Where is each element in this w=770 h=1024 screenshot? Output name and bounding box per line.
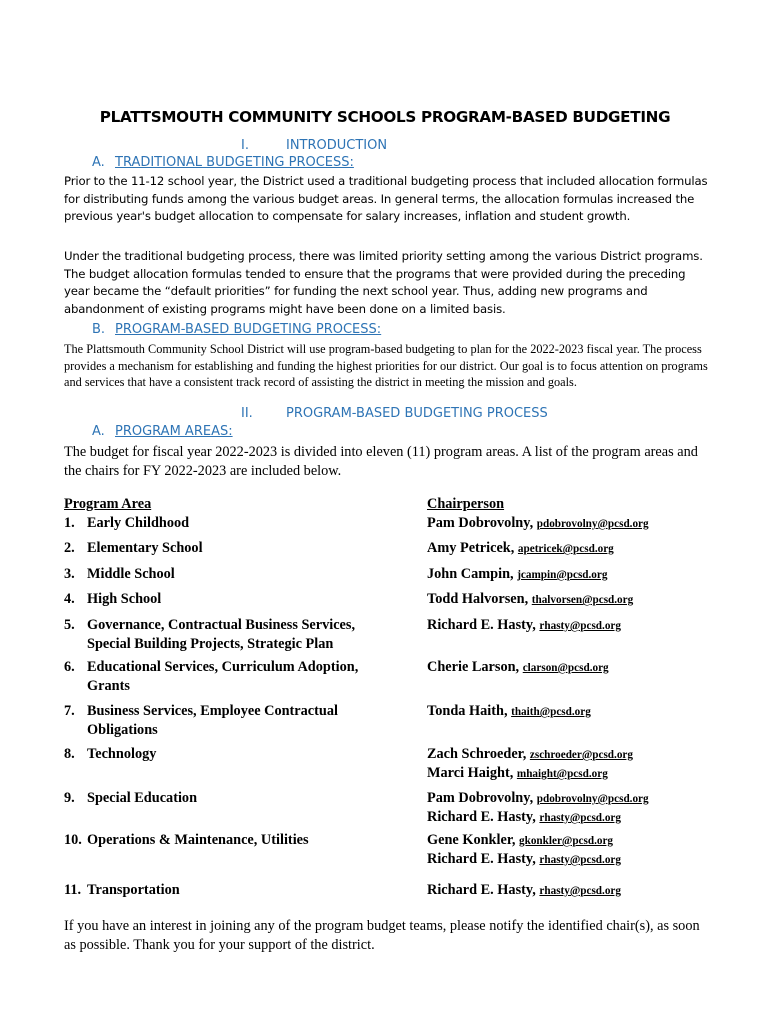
- chairperson-entry: [427, 702, 747, 721]
- program-area-number: 8.: [64, 746, 75, 762]
- chairperson-entry: [427, 616, 747, 635]
- program-area-name: Special Education: [87, 790, 198, 806]
- chairperson-email-link[interactable]: thalvorsen@pcsd.org: [531, 594, 634, 606]
- chairperson-name: Richard E. Hasty,: [427, 617, 536, 633]
- chairperson-cell: [427, 539, 747, 558]
- program-area-cell: [64, 658, 394, 695]
- chairperson-name: Amy Petricek,: [427, 540, 515, 556]
- chairperson-email-link[interactable]: pdobrovolny@pcsd.org: [536, 793, 649, 805]
- program-area-number: 7.: [64, 703, 75, 719]
- program-area-name: Governance, Contractual Business Services,: [87, 617, 356, 633]
- program-area-cell: [64, 590, 394, 609]
- program-area-name: Business Services, Employee Contractual: [87, 703, 338, 719]
- chairperson-entry: [427, 764, 747, 783]
- chairperson-cell: [427, 789, 747, 827]
- section-title: PROGRAM-BASED BUDGETING PROCESS: [286, 406, 548, 421]
- document-title: PLATTSMOUTH COMMUNITY SCHOOLS PROGRAM-BASED BUDGETING: [99, 108, 671, 126]
- chairperson-email-link[interactable]: thaith@pcsd.org: [511, 706, 591, 718]
- program-area-cell: [64, 881, 394, 900]
- chairperson-cell: [427, 658, 747, 677]
- program-area-name: Transportation: [87, 882, 180, 898]
- program-area-cell: [64, 616, 394, 653]
- chairperson-entry: [427, 850, 747, 869]
- program-area-name: Middle School: [87, 566, 175, 582]
- program-area-name: Technology: [87, 746, 157, 762]
- chairperson-entry: [427, 789, 747, 808]
- paragraph-closing: If you have an interest in joining any of the program budget teams, please notify the identified chair(s), as soon as possible. Thank you for your support of the district.: [64, 918, 700, 953]
- program-area-cell: [64, 565, 394, 584]
- chairperson-name: Pam Dobrovolny,: [427, 515, 534, 531]
- chairperson-email-link[interactable]: rhasty@pcsd.org: [539, 885, 621, 897]
- chairperson-email-link[interactable]: rhasty@pcsd.org: [539, 854, 621, 866]
- chairperson-name: Zach Schroeder,: [427, 746, 527, 762]
- chairperson-name: Richard E. Hasty,: [427, 851, 536, 867]
- paragraph-program-based: The Plattsmouth Community School District will use program-based budgeting to plan for the 2022-2023 fiscal year. The process provides a mechanism for establishing and funding the highest priorities for our district. Our goal is to focus attention on programs and services that have a consistent track record of assisting the district in meeting the mission and goals.: [64, 342, 708, 389]
- chairperson-email-link[interactable]: jcampin@pcsd.org: [517, 569, 608, 581]
- chairperson-email-link[interactable]: zschroeder@pcsd.org: [529, 749, 633, 761]
- program-area-cell: [64, 514, 394, 533]
- column-header-chairperson: Chairperson: [427, 496, 505, 512]
- program-area-number: 11.: [64, 882, 82, 898]
- section-numeral: I.: [241, 138, 249, 153]
- subsection-title: TRADITIONAL BUDGETING PROCESS:: [115, 155, 354, 170]
- chairperson-email-link[interactable]: rhasty@pcsd.org: [539, 620, 621, 632]
- chairperson-entry: [427, 831, 747, 850]
- chairperson-cell: [427, 831, 747, 869]
- chairperson-entry: [427, 658, 747, 677]
- section-title: INTRODUCTION: [286, 138, 388, 153]
- chairperson-email-link[interactable]: apetricek@pcsd.org: [517, 543, 614, 555]
- chairperson-cell: [427, 565, 747, 584]
- column-header-program-area: Program Area: [64, 496, 152, 512]
- program-area-name: High School: [87, 591, 162, 607]
- subsection-letter: B.: [92, 322, 106, 337]
- chairperson-entry: [427, 565, 747, 584]
- chairperson-entry: [427, 808, 747, 827]
- chairperson-name: Cherie Larson,: [427, 659, 520, 675]
- subsection-title: PROGRAM-BASED BUDGETING PROCESS:: [115, 322, 382, 337]
- program-area-number: 10.: [64, 832, 82, 848]
- section-heading-introduction: [241, 138, 387, 153]
- program-area-number: 5.: [64, 617, 75, 633]
- paragraph-traditional-1: Prior to the 11-12 school year, the District used a traditional budgeting process that included allocation formulas for distributing funds among the various budget areas. In general terms, the allocation formulas increased the previous year's budget allocation to compensate for salary increases, inflation and student growth.: [64, 174, 708, 223]
- program-area-name: Elementary School: [87, 540, 203, 556]
- chairperson-email-link[interactable]: clarson@pcsd.org: [522, 662, 609, 674]
- paragraph-traditional-2: Under the traditional budgeting process, there was limited priority setting among the various District programs. The budget allocation formulas tended to ensure that the programs that were provided during the preceding year became the “default priorities” for funding the next school year. Thus, adding new programs and abandonment of existing programs might have been done on a limited basis.: [64, 249, 703, 316]
- program-area-cell: [64, 745, 394, 764]
- program-area-number: 9.: [64, 790, 75, 806]
- chairperson-cell: [427, 590, 747, 609]
- chairperson-name: Marci Haight,: [427, 765, 514, 781]
- program-area-number: 3.: [64, 566, 75, 582]
- subsection-heading-program-areas: [92, 424, 233, 439]
- program-area-name: Educational Services, Curriculum Adoption,: [87, 659, 359, 675]
- chairperson-cell: [427, 616, 747, 635]
- chairperson-entry: [427, 881, 747, 900]
- subsection-heading-traditional: [92, 155, 354, 170]
- chairperson-email-link[interactable]: mhaight@pcsd.org: [516, 768, 608, 780]
- section-heading-program-based: [241, 406, 548, 421]
- program-area-number: 1.: [64, 515, 75, 531]
- subsection-letter: A.: [92, 424, 105, 439]
- program-area-name: Obligations: [87, 721, 158, 738]
- chairperson-name: Todd Halvorsen,: [427, 591, 529, 607]
- chairperson-name: Pam Dobrovolny,: [427, 790, 534, 806]
- program-area-name: Early Childhood: [87, 515, 190, 531]
- chairperson-name: Richard E. Hasty,: [427, 809, 536, 825]
- program-area-name: Operations & Maintenance, Utilities: [87, 832, 309, 848]
- chairperson-email-link[interactable]: pdobrovolny@pcsd.org: [536, 518, 649, 530]
- chairperson-name: Gene Konkler,: [427, 832, 516, 848]
- program-area-cell: [64, 539, 394, 558]
- chairperson-email-link[interactable]: gkonkler@pcsd.org: [519, 835, 614, 847]
- paragraph-program-areas-intro: The budget for fiscal year 2022-2023 is divided into eleven (11) program areas. A list of the program areas and the chairs for FY 2022-2023 are included below.: [64, 444, 698, 479]
- program-area-cell: [64, 702, 394, 739]
- program-area-number: 6.: [64, 659, 75, 675]
- chairperson-entry: [427, 514, 747, 533]
- program-area-number: 4.: [64, 591, 75, 607]
- chairperson-entry: [427, 745, 747, 764]
- chairperson-cell: [427, 881, 747, 900]
- chairperson-name: John Campin,: [427, 566, 514, 582]
- subsection-title: PROGRAM AREAS:: [115, 424, 233, 439]
- chairperson-name: Tonda Haith,: [427, 703, 508, 719]
- section-numeral: II.: [241, 406, 253, 421]
- chairperson-cell: [427, 514, 747, 533]
- chairperson-entry: [427, 539, 747, 558]
- program-area-cell: [64, 831, 394, 850]
- subsection-heading-program-based: [92, 322, 381, 337]
- chairperson-cell: [427, 745, 747, 783]
- subsection-letter: A.: [92, 155, 105, 170]
- chairperson-name: Richard E. Hasty,: [427, 882, 536, 898]
- chairperson-email-link[interactable]: rhasty@pcsd.org: [539, 812, 621, 824]
- program-area-number: 2.: [64, 540, 75, 556]
- program-area-name: Grants: [87, 677, 130, 694]
- chairperson-entry: [427, 590, 747, 609]
- program-area-name: Special Building Projects, Strategic Plan: [87, 635, 334, 652]
- program-area-cell: [64, 789, 394, 808]
- chairperson-cell: [427, 702, 747, 721]
